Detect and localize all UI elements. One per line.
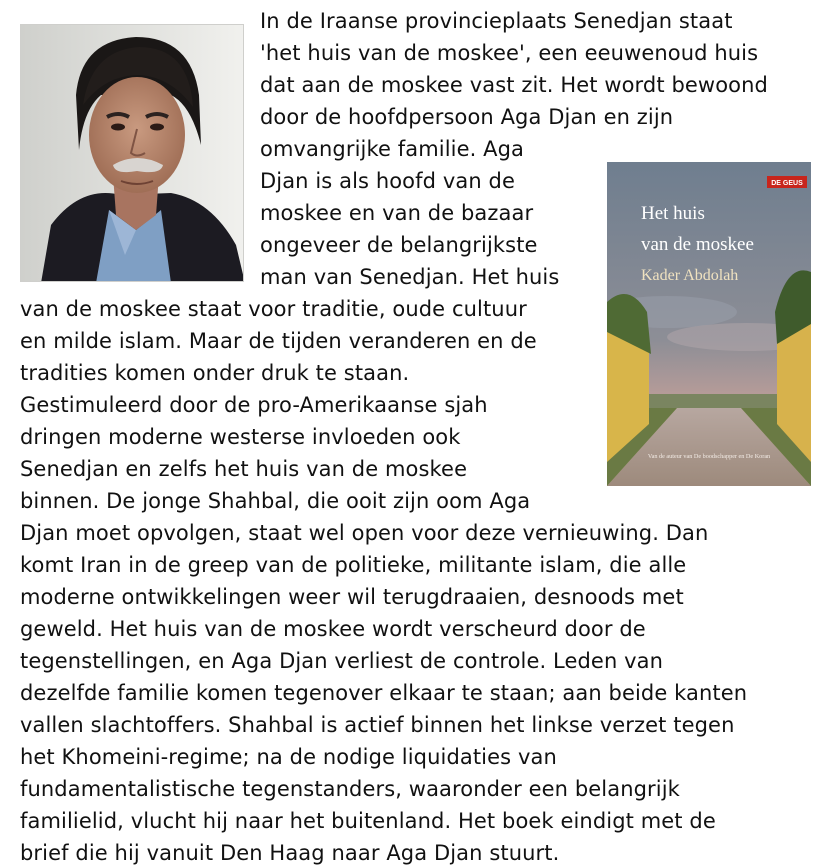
article-line: man van Senedjan. Het huis xyxy=(260,265,560,289)
article-line: komt Iran in de greep van de politieke, militante islam, die alle xyxy=(20,553,687,577)
article-line: geweld. Het huis van de moskee wordt verscheurd door de xyxy=(20,617,646,641)
article-line: In de Iraanse provincieplaats Senedjan staat xyxy=(260,9,733,33)
cover-title-line1: Het huis xyxy=(641,203,705,224)
article-line: Gestimuleerd door de pro-Amerikaanse sjah xyxy=(20,393,488,417)
article-line: en milde islam. Maar de tijden veranderen en de xyxy=(20,329,537,353)
article-line: Djan moet opvolgen, staat wel open voor deze vernieuwing. Dan xyxy=(20,521,709,545)
article-line: binnen. De jonge Shahbal, die ooit zijn oom Aga xyxy=(20,489,531,513)
article-line: moskee en van de bazaar xyxy=(260,201,534,225)
article-line: dat aan de moskee vast zit. Het wordt bewoond xyxy=(260,73,768,97)
article-line: dezelfde familie komen tegenover elkaar te staan; aan beide kanten xyxy=(20,681,748,705)
article-line: door de hoofdpersoon Aga Djan en zijn xyxy=(260,105,674,129)
article-line: familielid, vlucht hij naar het buitenland. Het boek eindigt met de xyxy=(20,809,716,833)
article-line: moderne ontwikkelingen weer wil terugdraaien, desnoods met xyxy=(20,585,684,609)
cover-title-line2: van de moskee xyxy=(641,234,754,255)
article-line: van de moskee staat voor traditie, oude cultuur xyxy=(20,297,527,321)
article-line: het Khomeini-regime; na de nodige liquidaties van xyxy=(20,745,557,769)
article-line: 'het huis van de moskee', een eeuwenoud huis xyxy=(260,41,759,65)
article-line: brief die hij vanuit Den Haag naar Aga Djan stuurt. xyxy=(20,841,560,865)
article-line: ongeveer de belangrijkste xyxy=(260,233,538,257)
article-line: fundamentalistische tegenstanders, waaronder een belangrijk xyxy=(20,777,680,801)
author-photo xyxy=(20,24,244,282)
article-line: Djan is als hoofd van de xyxy=(260,169,515,193)
book-cover xyxy=(607,162,811,486)
article-line: tegenstellingen, en Aga Djan verliest de controle. Leden van xyxy=(20,649,664,673)
cover-tagline: Van de auteur van De boodschapper en De Koran xyxy=(647,453,771,460)
article-line: omvangrijke familie. Aga xyxy=(260,137,525,161)
article-line: dringen moderne westerse invloeden ook xyxy=(20,425,461,449)
book-cover-image-icon xyxy=(607,162,811,486)
article-line: Senedjan en zelfs het huis van de moskee xyxy=(20,457,468,481)
article-line: vallen slachtoffers. Shahbal is actief binnen het linkse verzet tegen xyxy=(20,713,735,737)
cover-author: Kader Abdolah xyxy=(641,267,739,284)
article-line: tradities komen onder druk te staan. xyxy=(20,361,410,385)
publisher-badge: DE GEUS xyxy=(771,180,803,187)
author-portrait-icon xyxy=(21,25,244,282)
